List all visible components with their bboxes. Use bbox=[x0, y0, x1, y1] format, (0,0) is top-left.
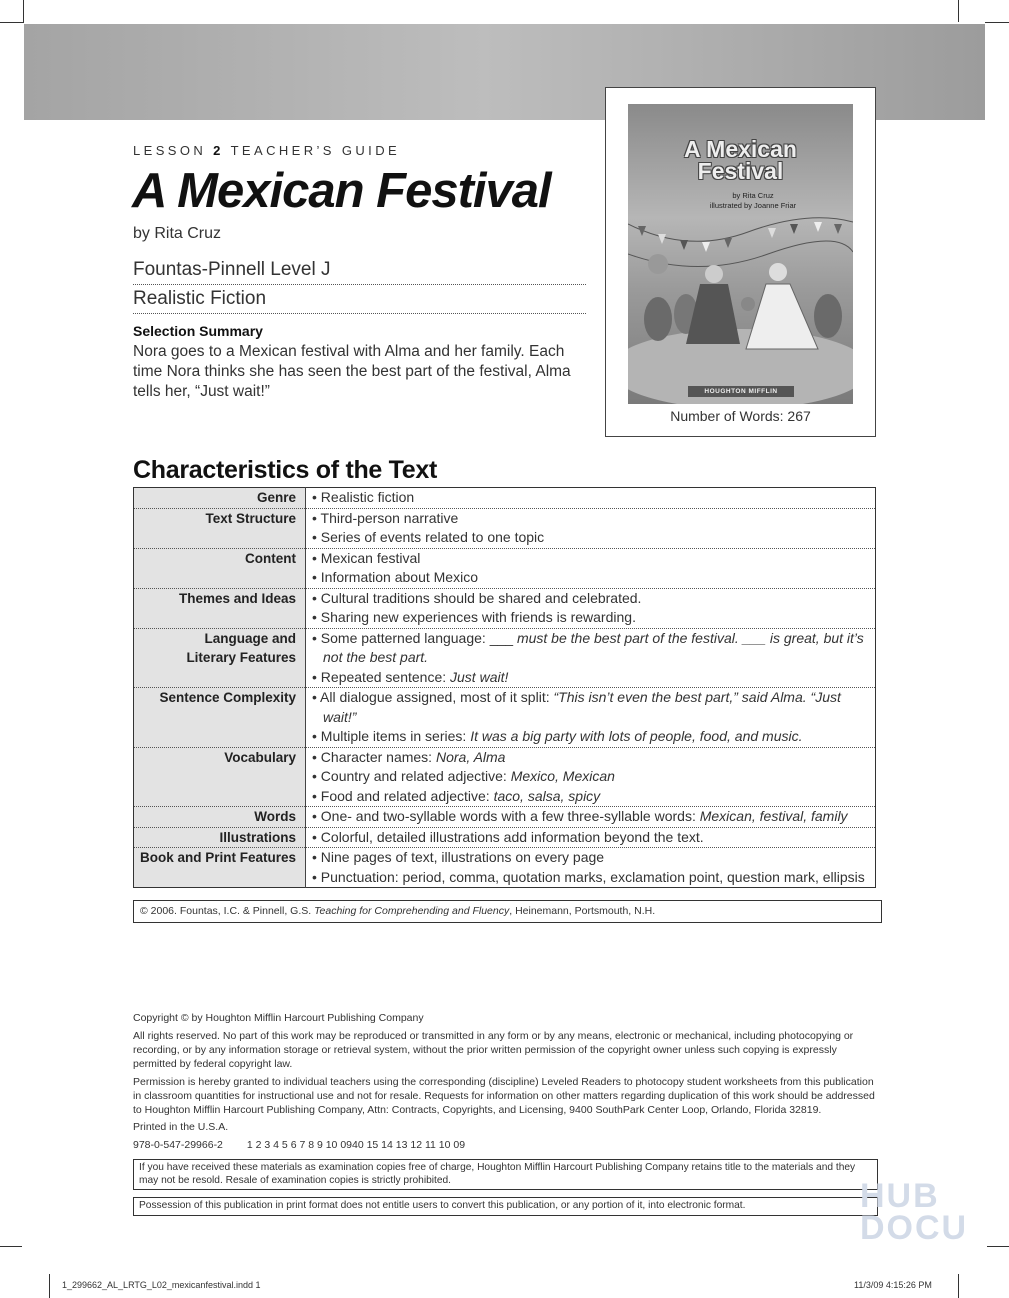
row-label: Content bbox=[134, 548, 306, 588]
reading-level: Fountas-Pinnell Level J bbox=[133, 258, 586, 285]
summary-heading: Selection Summary bbox=[133, 323, 263, 339]
page-title: A Mexican Festival bbox=[132, 164, 551, 218]
cover-title: A Mexican Festival bbox=[684, 136, 797, 184]
crop-mark bbox=[0, 1246, 22, 1247]
crop-mark bbox=[49, 1274, 50, 1298]
row-label: Book and Print Features bbox=[134, 848, 306, 888]
list-item: • Series of events related to one topic bbox=[312, 528, 875, 548]
crop-mark bbox=[987, 1246, 1009, 1247]
table-row bbox=[134, 488, 876, 509]
table-row bbox=[134, 747, 876, 807]
list-item: • Food and related adjective: taco, salsa, spicy bbox=[312, 787, 875, 807]
list-item: • Country and related adjective: Mexico, Mexican bbox=[312, 767, 875, 787]
citation: © 2006. Fountas, I.C. & Pinnell, G.S. Teaching for Comprehending and Fluency, Heinemann, Portsmouth, N.H. bbox=[133, 900, 882, 923]
exam-copy-notice: If you have received these materials as examination copies free of charge, Houghton Mifflin Harcourt Publishing Company retains title to the materials and they may not be resold. Resale of examination copies is strictly prohibited. bbox=[133, 1159, 878, 1190]
summary-text: Nora goes to a Mexican festival with Alma and her family. Each time Nora thinks she has seen the best part of the festival, Alma tells her, “Just wait!” bbox=[133, 343, 571, 400]
printed-line: Printed in the U.S.A. bbox=[133, 1121, 229, 1133]
row-label: Genre bbox=[134, 488, 306, 509]
crop-mark bbox=[0, 22, 24, 23]
footer-filename: 1_299662_AL_LRTG_L02_mexicanfestival.indd 1 bbox=[62, 1280, 261, 1290]
table-row bbox=[134, 628, 876, 688]
permission-text: Permission is hereby granted to individual teachers using the corresponding (discipline) Leveled Readers to photocopy student worksheets from this publication in classroom quantities for instructional use and not for resale. Requests for information on other matters regarding duplication of this work should be addressed to Houghton Mifflin Harcourt Publishing Company, Attn: Contracts, Copyrights, and Licensing, 9400 SouthPark Center Loop, Orlando, Florida 32819. bbox=[133, 1076, 875, 1116]
list-item: • All dialogue assigned, most of it split: “This isn’t even the best part,” said Alma. “Just wait!” bbox=[312, 688, 875, 727]
possession-notice: Possession of this publication in print format does not entitle users to convert this publication, or any portion of it, into electronic format. bbox=[133, 1197, 878, 1216]
list-item: • Character names: Nora, Alma bbox=[312, 748, 875, 768]
table-row bbox=[134, 688, 876, 748]
genre-line: Realistic Fiction bbox=[133, 287, 586, 314]
isbn-line: 978-0-547-29966-2 1 2 3 4 5 6 7 8 9 10 0940 15 14 13 12 11 10 09 bbox=[133, 1139, 466, 1151]
list-item: • Information about Mexico bbox=[312, 568, 875, 588]
copyright-line: Copyright © by Houghton Mifflin Harcourt Publishing Company bbox=[133, 1012, 424, 1024]
row-label: Text Structure bbox=[134, 508, 306, 548]
characteristics-table bbox=[133, 487, 876, 888]
table-row bbox=[134, 807, 876, 828]
footer-timestamp: 11/3/09 4:15:26 PM bbox=[854, 1280, 932, 1290]
list-item: • Punctuation: period, comma, quotation marks, exclamation point, question mark, ellipsis bbox=[312, 868, 875, 888]
table-row bbox=[134, 508, 876, 548]
rights-text: All rights reserved. No part of this work may be reproduced or transmitted in any form or by any means, electronic or mechanical, including photocopying or recording, or by any information storage or retrieval system, without the prior written permission of the copyright owner unless such copying is expressly permitted by federal copyright law. bbox=[133, 1030, 854, 1070]
crop-mark bbox=[985, 22, 1009, 23]
list-item: • Nine pages of text, illustrations on every page bbox=[312, 848, 875, 868]
list-item: • One- and two-syllable words with a few three-syllable words: Mexican, festival, family bbox=[312, 807, 875, 827]
list-item: • Mexican festival bbox=[312, 549, 875, 569]
author: by Rita Cruz bbox=[133, 225, 222, 242]
row-label: Vocabulary bbox=[134, 747, 306, 807]
list-item: • Repeated sentence: Just wait! bbox=[312, 668, 875, 688]
list-item: • Multiple items in series: It was a big party with lots of people, food, and music. bbox=[312, 727, 875, 747]
table-row bbox=[134, 827, 876, 848]
book-cover-image bbox=[628, 104, 853, 404]
list-item: • Cultural traditions should be shared and celebrated. bbox=[312, 589, 875, 609]
row-label: Words bbox=[134, 807, 306, 828]
list-item: • Colorful, detailed illustrations add information beyond the text. bbox=[312, 828, 875, 848]
cover-credits: by Rita Cruz illustrated by Joanne Friar bbox=[709, 191, 797, 210]
characteristics-heading: Characteristics of the Text bbox=[133, 456, 438, 484]
word-count: Number of Words: 267 bbox=[670, 408, 811, 424]
row-label: Sentence Complexity bbox=[134, 688, 306, 748]
row-label: Illustrations bbox=[134, 827, 306, 848]
list-item: • Some patterned language: ___ must be the best part of the festival. ___ is great, but it’s not the best part. bbox=[312, 629, 875, 668]
row-label: Themes and Ideas bbox=[134, 588, 306, 628]
list-item: • Realistic fiction bbox=[312, 488, 875, 508]
crop-mark bbox=[958, 1274, 959, 1298]
watermark-logo: HUB DOCU bbox=[860, 1177, 969, 1247]
row-label: Language and Literary Features bbox=[134, 628, 306, 688]
crop-mark bbox=[23, 0, 24, 22]
table-row bbox=[134, 588, 876, 628]
cover-publisher: HOUGHTON MIFFLIN bbox=[688, 386, 794, 397]
crop-mark bbox=[958, 0, 959, 22]
list-item: • Third-person narrative bbox=[312, 509, 875, 529]
table-row bbox=[134, 548, 876, 588]
lesson-label: LESSON 2 TEACHER’S GUIDE bbox=[133, 143, 401, 158]
table-row bbox=[134, 848, 876, 888]
book-cover-box bbox=[605, 87, 876, 437]
list-item: • Sharing new experiences with friends is rewarding. bbox=[312, 608, 875, 628]
